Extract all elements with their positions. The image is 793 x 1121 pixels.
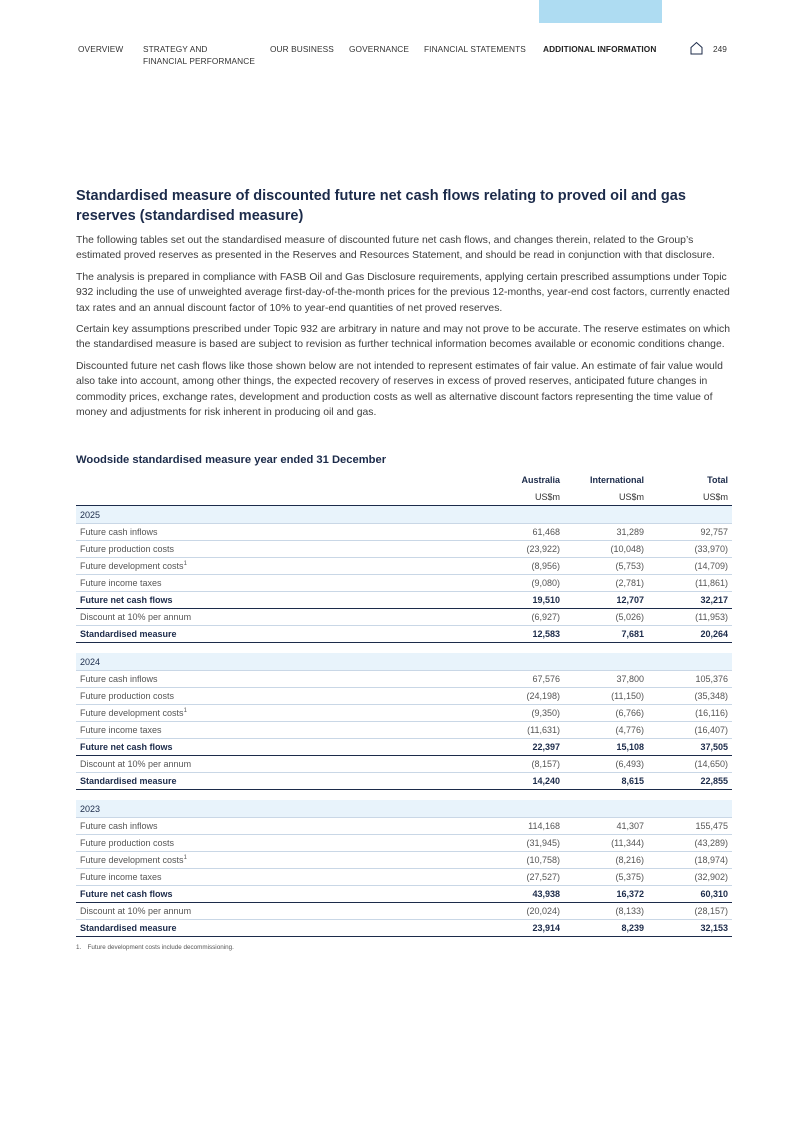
value-cell: (6,493) [564,756,648,773]
value-cell: (16,407) [648,722,732,739]
value-cell: (18,974) [648,852,732,869]
value-cell: (32,902) [648,869,732,886]
row-label [76,541,494,558]
value-cell: (20,024) [494,903,564,920]
table-row [76,609,732,626]
value-cell: (16,116) [648,705,732,722]
footnote: 1. Future development costs include decommissioning. [76,944,234,951]
value-cell: (11,631) [494,722,564,739]
table-row [76,852,732,869]
page-title: Standardised measure of discounted future net cash flows relating to proved oil and gas reserves (standardised measure) [76,188,686,224]
unit-cell: US$m [494,488,564,506]
row-label [76,626,494,643]
table-row [76,835,732,852]
section-spacer [76,790,732,801]
value-cell: (33,970) [648,541,732,558]
value-cell: 20,264 [648,626,732,643]
row-label [76,756,494,773]
table-row [76,920,732,937]
value-cell: 15,108 [564,739,648,756]
column-header-row [76,472,732,488]
value-cell: (14,709) [648,558,732,575]
value-cell: (24,198) [494,688,564,705]
value-cell: (9,080) [494,575,564,592]
value-cell: 32,153 [648,920,732,937]
table-row [76,886,732,903]
value-cell: (27,527) [494,869,564,886]
value-cell: (6,927) [494,609,564,626]
row-label-text: Future development costs [80,855,184,865]
top-navigation [0,43,793,73]
nav-governance[interactable]: GOVERNANCE [349,44,410,54]
value-cell: 14,240 [494,773,564,790]
value-cell: 114,168 [494,818,564,835]
value-cell: (43,289) [648,835,732,852]
row-label [76,903,494,920]
paragraph: The analysis is prepared in compliance with FASB Oil and Gas Disclosure requirements, applying certain prescribed assumptions under Topic 932 including the use of unweighted average first-day-of-the-month prices for the previous 12-months, year-end cost factors, currently enacted tax rates and an annual discount factor of 10% to year-end quantities of net proved reserves. [76,271,730,314]
value-cell: (9,350) [494,705,564,722]
value-cell: 12,707 [564,592,648,609]
row-label [76,688,494,705]
standardised-measure-table [76,472,732,937]
row-label-text: Future net cash flows [80,742,173,752]
row-label [76,773,494,790]
paragraph: Discounted future net cash flows like those shown below are not intended to represent estimates of fair value. An estimate of fair value would also take into account, among other things, the expected recovery of reserves in excess of proved reserves, anticipated future changes in commodity prices, exchange rates, development and production costs as well as alternative discount factors representing the time value of money and adjustments for risk inherent in producing oil and gas. [76,360,723,419]
value-cell: (8,133) [564,903,648,920]
value-cell: (8,956) [494,558,564,575]
value-cell: (8,216) [564,852,648,869]
row-label-text: Standardised measure [80,629,177,639]
row-label-text: Future cash inflows [80,674,158,684]
table-row [76,688,732,705]
home-icon[interactable] [690,41,703,55]
nav-strategy[interactable]: STRATEGY AND [143,44,208,54]
value-cell: 22,397 [494,739,564,756]
value-cell: 8,239 [564,920,648,937]
value-cell: 31,289 [564,524,648,541]
section-spacer [76,643,732,654]
value-cell: 105,376 [648,671,732,688]
value-cell: (6,766) [564,705,648,722]
row-label-text: Future production costs [80,691,175,701]
value-cell: (23,922) [494,541,564,558]
column-header-international: International [589,475,644,485]
value-cell: 19,510 [494,592,564,609]
table-heading: Woodside standardised measure year ended 31 December [76,454,387,466]
value-cell: (2,781) [564,575,648,592]
row-label-text: Standardised measure [80,923,177,933]
unit-cell: US$m [564,488,648,506]
nav-financial-performance[interactable]: FINANCIAL PERFORMANCE [143,56,255,66]
table-row [76,626,732,643]
value-cell: 23,914 [494,920,564,937]
value-cell: 22,855 [648,773,732,790]
value-cell: (5,375) [564,869,648,886]
year-header-row [76,653,732,671]
table-row [76,705,732,722]
row-label-text: Future cash inflows [80,527,158,537]
row-label [76,739,494,756]
value-cell: (31,945) [494,835,564,852]
table-row [76,671,732,688]
value-cell: 12,583 [494,626,564,643]
value-cell: 41,307 [564,818,648,835]
row-label [76,671,494,688]
value-cell: (11,344) [564,835,648,852]
table-row [76,592,732,609]
value-cell: 16,372 [564,886,648,903]
footnote-marker: 1 [183,561,187,567]
table-row [76,756,732,773]
row-label [76,575,494,592]
year-header-row [76,800,732,818]
value-cell: 43,938 [494,886,564,903]
value-cell: (11,953) [648,609,732,626]
table-body [76,506,732,937]
value-cell: 7,681 [564,626,648,643]
row-label [76,609,494,626]
value-cell: (14,650) [648,756,732,773]
value-cell: (10,048) [564,541,648,558]
value-cell: 92,757 [648,524,732,541]
row-label [76,852,494,869]
value-cell: (11,861) [648,575,732,592]
row-label-text: Future income taxes [80,872,162,882]
value-cell: (10,758) [494,852,564,869]
value-cell: 37,505 [648,739,732,756]
value-cell: (4,776) [564,722,648,739]
nav-additional-information[interactable]: ADDITIONAL INFORMATION [543,44,657,54]
table-row [76,869,732,886]
value-cell: (11,150) [564,688,648,705]
intro-text [76,233,732,426]
paragraph: The following tables set out the standardised measure of discounted future net cash flows, and changes therein, related to the Group’s estimated proved reserves as presented in the Reserves and Resources Statement, and should be read in conjunction with that disclosure. [76,235,715,262]
row-label-text: Future net cash flows [80,595,173,605]
table-row [76,818,732,835]
value-cell: 67,576 [494,671,564,688]
nav-financial-statements[interactable]: FINANCIAL STATEMENTS [424,44,526,54]
row-label-text: Discount at 10% per annum [80,759,192,769]
row-label [76,920,494,937]
row-label [76,886,494,903]
value-cell: (5,753) [564,558,648,575]
footnote-marker: 1 [183,855,187,861]
year-header-row [76,506,732,524]
row-label [76,524,494,541]
unit-row [76,488,732,506]
value-cell: 155,475 [648,818,732,835]
row-label-text: Future development costs [80,708,184,718]
row-label [76,869,494,886]
value-cell: (5,026) [564,609,648,626]
table-row [76,773,732,790]
footnote-marker: 1 [183,708,187,714]
value-cell: 60,310 [648,886,732,903]
column-header-australia: Australia [521,475,560,485]
page-number: 249 [713,44,727,54]
year-label: 2024 [76,653,732,671]
row-label-text: Future production costs [80,544,175,554]
row-label [76,835,494,852]
row-label [76,705,494,722]
row-label [76,722,494,739]
table-row [76,541,732,558]
section-tab-marker [539,0,662,23]
value-cell: (8,157) [494,756,564,773]
value-cell: 32,217 [648,592,732,609]
table-row [76,903,732,920]
table-row [76,575,732,592]
value-cell: 8,615 [564,773,648,790]
year-label: 2025 [76,506,732,524]
value-cell: 61,468 [494,524,564,541]
row-label-text: Future cash inflows [80,821,158,831]
value-cell: (28,157) [648,903,732,920]
row-label-text: Discount at 10% per annum [80,906,192,916]
nav-our-business[interactable]: OUR BUSINESS [270,44,334,54]
table-row [76,524,732,541]
nav-overview[interactable]: OVERVIEW [78,44,124,54]
table-row [76,739,732,756]
row-label [76,818,494,835]
paragraph: Certain key assumptions prescribed under Topic 932 are arbitrary in nature and may not prove to be accurate. The reserve estimates on which the standardised measure is based are subject to revision as further technical information becomes available or economic conditions change. [76,324,730,351]
row-label-text: Standardised measure [80,776,177,786]
table-row [76,558,732,575]
row-label [76,558,494,575]
row-label-text: Future income taxes [80,725,162,735]
row-label-text: Future net cash flows [80,889,173,899]
row-label [76,592,494,609]
column-header-total: Total [707,475,728,485]
value-cell: 37,800 [564,671,648,688]
year-label: 2023 [76,800,732,818]
row-label-text: Future income taxes [80,578,162,588]
value-cell: (35,348) [648,688,732,705]
row-label-text: Future production costs [80,838,175,848]
row-label-text: Discount at 10% per annum [80,612,192,622]
unit-cell: US$m [648,488,732,506]
table-row [76,722,732,739]
row-label-text: Future development costs [80,561,184,571]
